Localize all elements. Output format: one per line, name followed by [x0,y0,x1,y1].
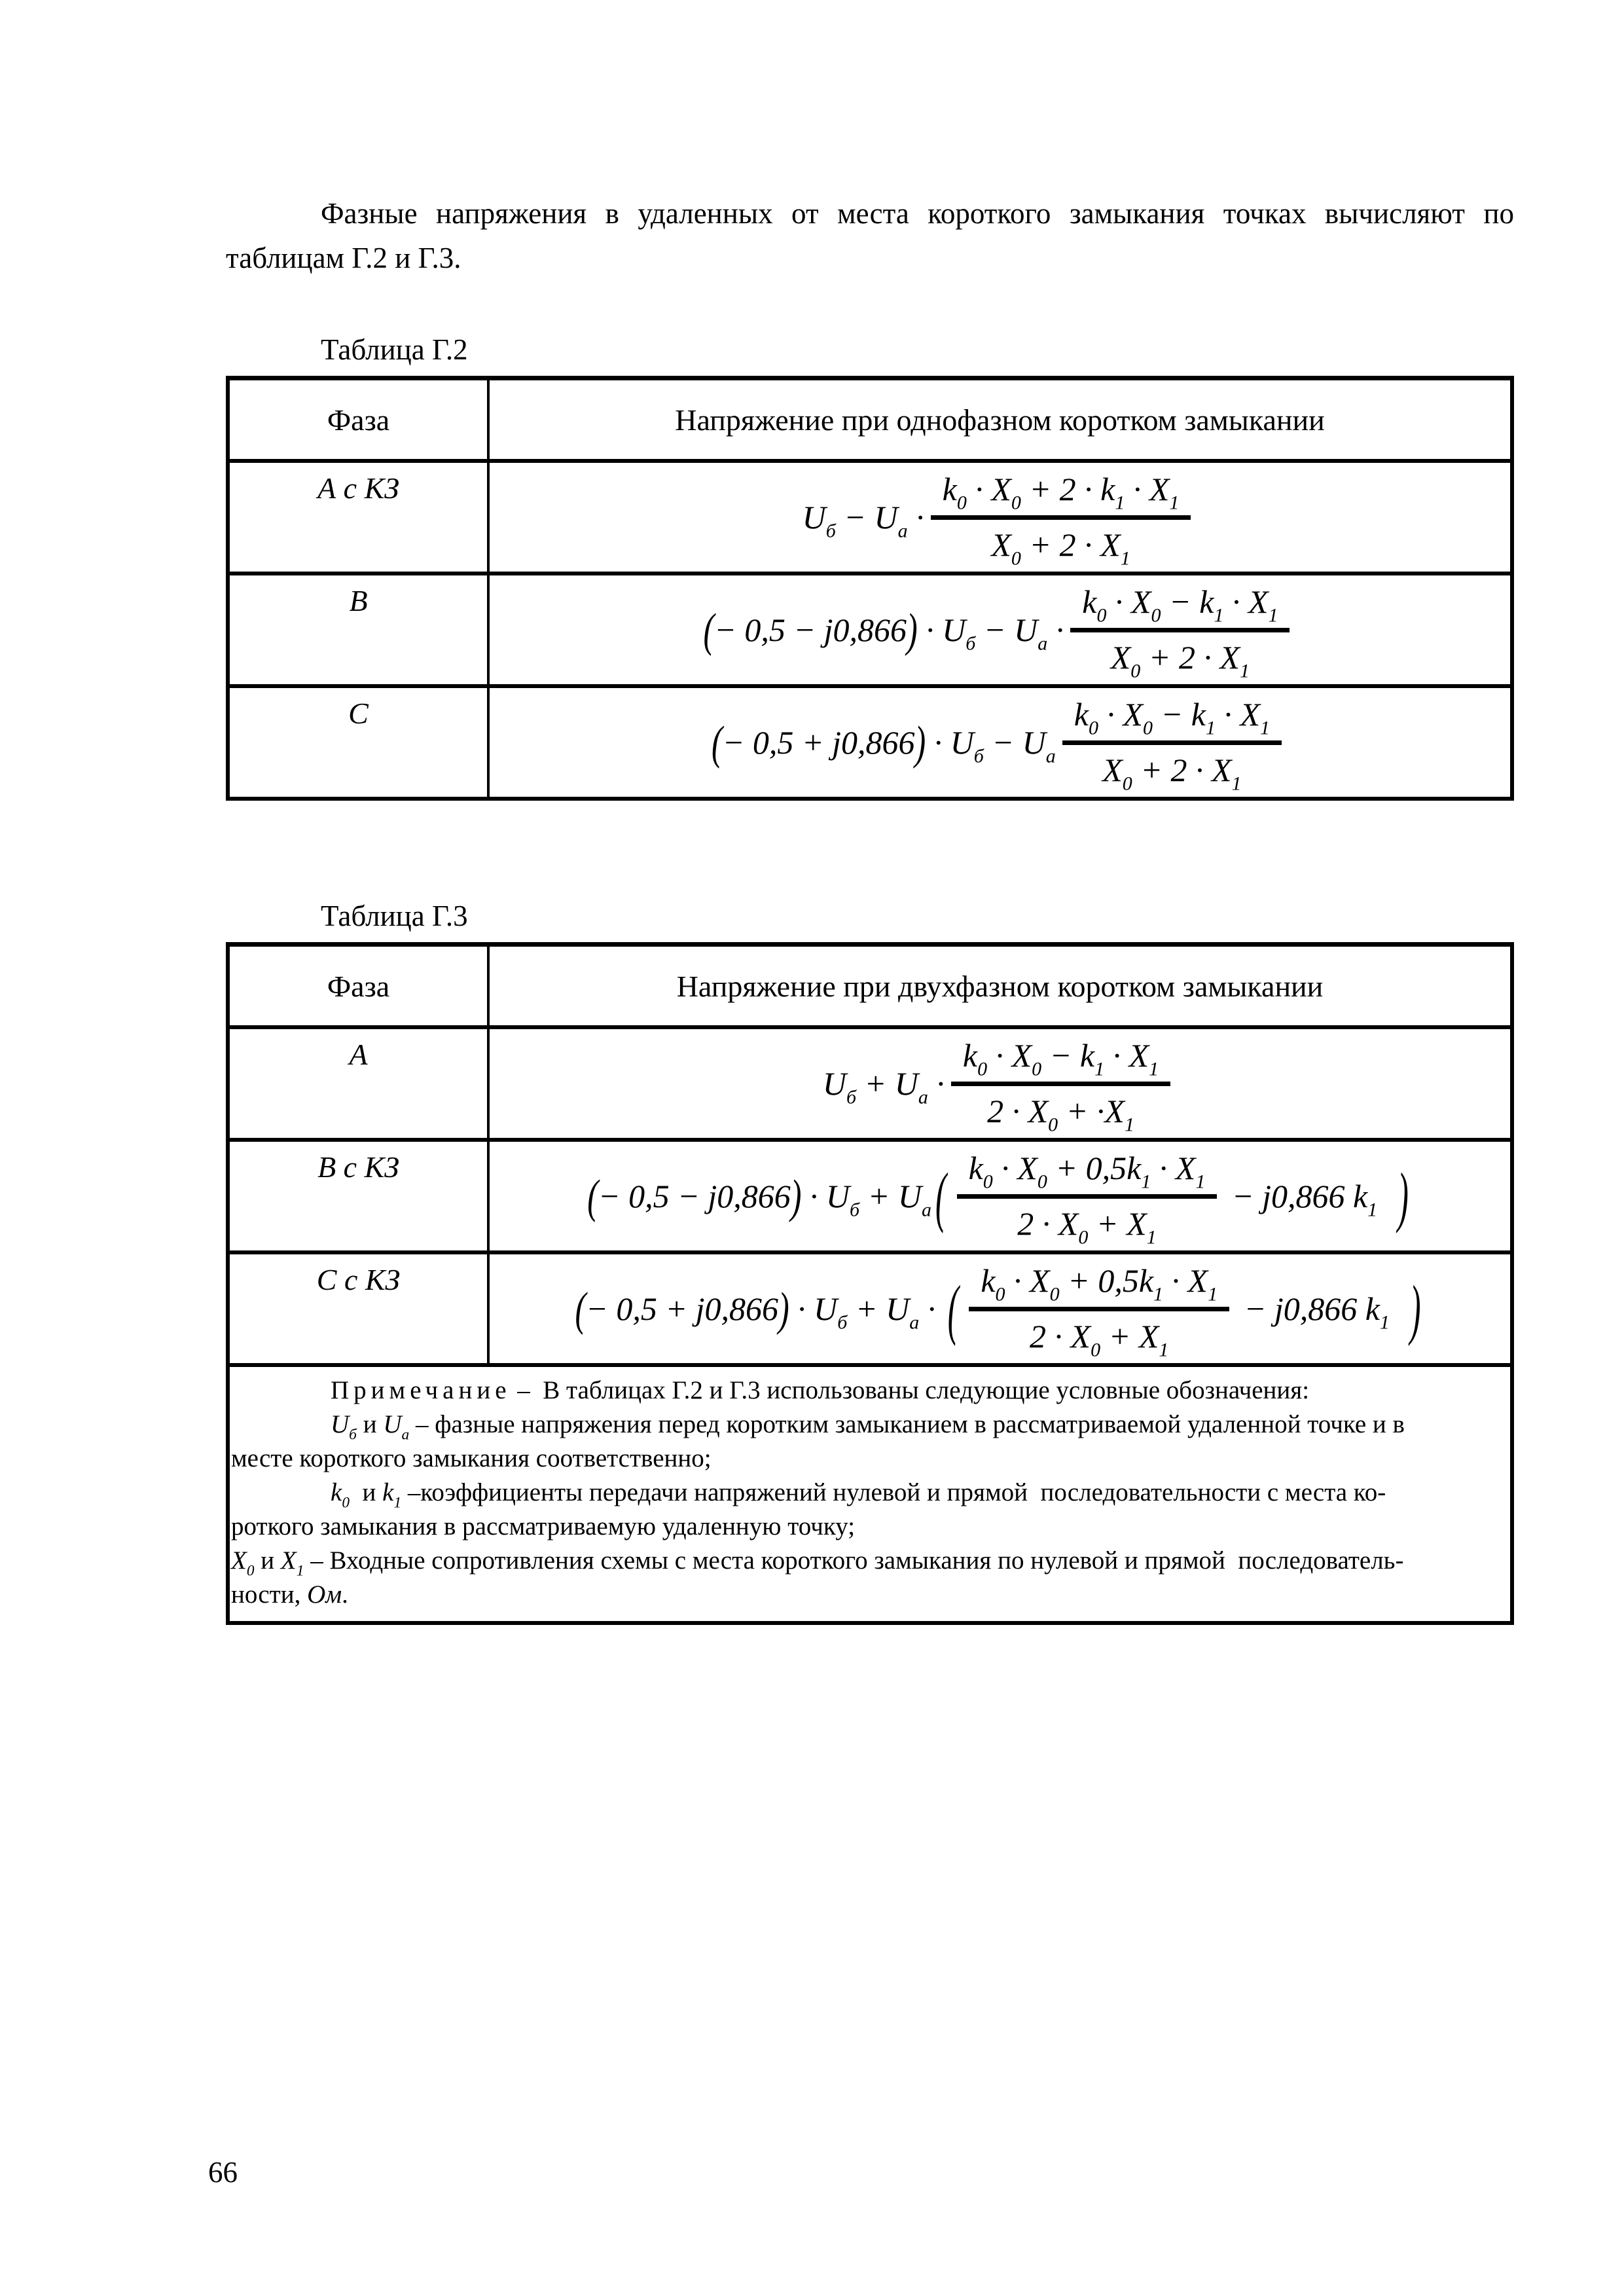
table-g3-row-a-phase: А [230,1025,490,1138]
table-g2-caption: Таблица Г.2 [321,333,468,366]
table-g3-row-c-phase: С с КЗ [230,1250,490,1363]
table-g3 [226,942,1514,1625]
note-line: месте короткого замыкания соответственно; [231,1444,712,1472]
note-line: ности, Ом. [231,1580,348,1609]
fraction-numerator: $k_0 \cdot X_0 + 0,5k_1 \cdot X_1$ [957,1147,1218,1199]
formula-suffix: − j0,866 $k_1$ ) [1236,1271,1421,1347]
fraction-numerator: $k_0 \cdot X_0 - k_1 \cdot X_1$ [1070,581,1290,632]
note-line: роткого замыкания в рассматриваемую удаленную точку; [231,1512,856,1540]
formula-fraction [931,468,1191,569]
formula-prefix: (− $0,5 - j0,866) \cdot U_б + U_а$ ( [587,1158,947,1234]
table-g3-row-c-formula [490,1250,1510,1363]
table-g2-row-b-formula [490,572,1510,684]
formula-prefix: (− $0,5 + j0,866) \cdot U_б + U_а$ · ( [575,1271,959,1347]
note-line: $X_0$ и $X_1$ – Входные сопротивления схемы с места короткого замыкания по нулевой и прямой последователь- [231,1546,1404,1580]
note-title-rest: – В таблицах Г.2 и Г.3 использованы следующие условные обозначения: [511,1376,1310,1404]
table-g2-header-phase: Фаза [230,380,490,459]
document-page [226,191,1514,1625]
formula-fraction [1062,693,1282,792]
table-g3-row-b-formula [490,1138,1510,1250]
fraction-numerator: $k_0 \cdot X_0 + 0,5k_1 \cdot X_1$ [969,1260,1229,1311]
fraction-denominator: $X_0 + 2 \cdot X_1$ [1110,638,1250,682]
table-g3-row-a-formula [490,1025,1510,1138]
table-g3-header-phase: Фаза [230,947,490,1025]
formula-fraction [969,1260,1229,1358]
fraction-denominator: $X_0 + 2 \cdot X_1$ [1102,751,1242,794]
note-title: Примечание [331,1376,511,1404]
note-title-line [231,1374,1505,1408]
formula-fraction [1070,581,1290,682]
table-g2-row-c-phase: С [230,684,490,797]
formula-fraction [957,1147,1218,1248]
table-g3-header-voltage: Напряжение при двухфазном коротком замыкании [676,969,1324,1003]
formula-prefix: (− $0,5 + j0,866) \cdot U_б - U_а$ [712,716,1056,769]
page-number: 66 [208,2156,238,2189]
formula-prefix: $U_б - U_а$ · [802,499,924,542]
table-g2 [226,376,1514,801]
note-line: $U_б$ и $U_а$ – фазные напряжения перед коротким замыканием в рассматриваемой удаленной точке и в [331,1410,1405,1444]
table-g2-row-a-formula [490,459,1510,572]
note-line: $k_0$ и $k_1$ –коэффициенты передачи напряжений нулевой и прямой последовательности с места ко- [331,1478,1386,1512]
formula-suffix: − j0,866 $k_1$ ) [1223,1158,1409,1234]
table-g2-row-c-formula [490,684,1510,797]
fraction-denominator: $X_0 + 2 \cdot X_1$ [991,526,1130,569]
fraction-numerator: $k_0 \cdot X_0 + 2 \cdot k_1 \cdot X_1$ [931,468,1191,520]
formula-prefix: $U_б + U_а$ · [822,1065,945,1108]
formula-prefix: (− $0,5 - j0,866) \cdot U_б - U_а$ · [703,603,1064,657]
fraction-denominator: $2 \cdot X_0 + X_1$ [1030,1317,1169,1360]
table-g2-header-voltage: Напряжение при однофазном коротком замыкании [675,403,1325,437]
intro-paragraph: Фазные напряжения в удаленных от места короткого замыкания точках вычисляют по таблицам Г.2 и Г.3. [226,197,1514,274]
table-g3-row-b-phase: В с КЗ [230,1138,490,1250]
fraction-numerator: $k_0 \cdot X_0 - k_1 \cdot X_1$ [951,1034,1170,1086]
fraction-denominator: $2 \cdot X_0 + \cdot X_1$ [987,1092,1134,1135]
fraction-numerator: $k_0 \cdot X_0 - k_1 \cdot X_1$ [1062,693,1282,745]
note-section [230,1363,1510,1621]
table-g3-caption: Таблица Г.3 [321,900,468,932]
formula-fraction [951,1034,1170,1133]
fraction-denominator: $2 \cdot X_0 + X_1$ [1017,1205,1157,1248]
table-g2-row-b-phase: В [230,572,490,684]
table-g2-row-a-phase: А с КЗ [230,459,490,572]
